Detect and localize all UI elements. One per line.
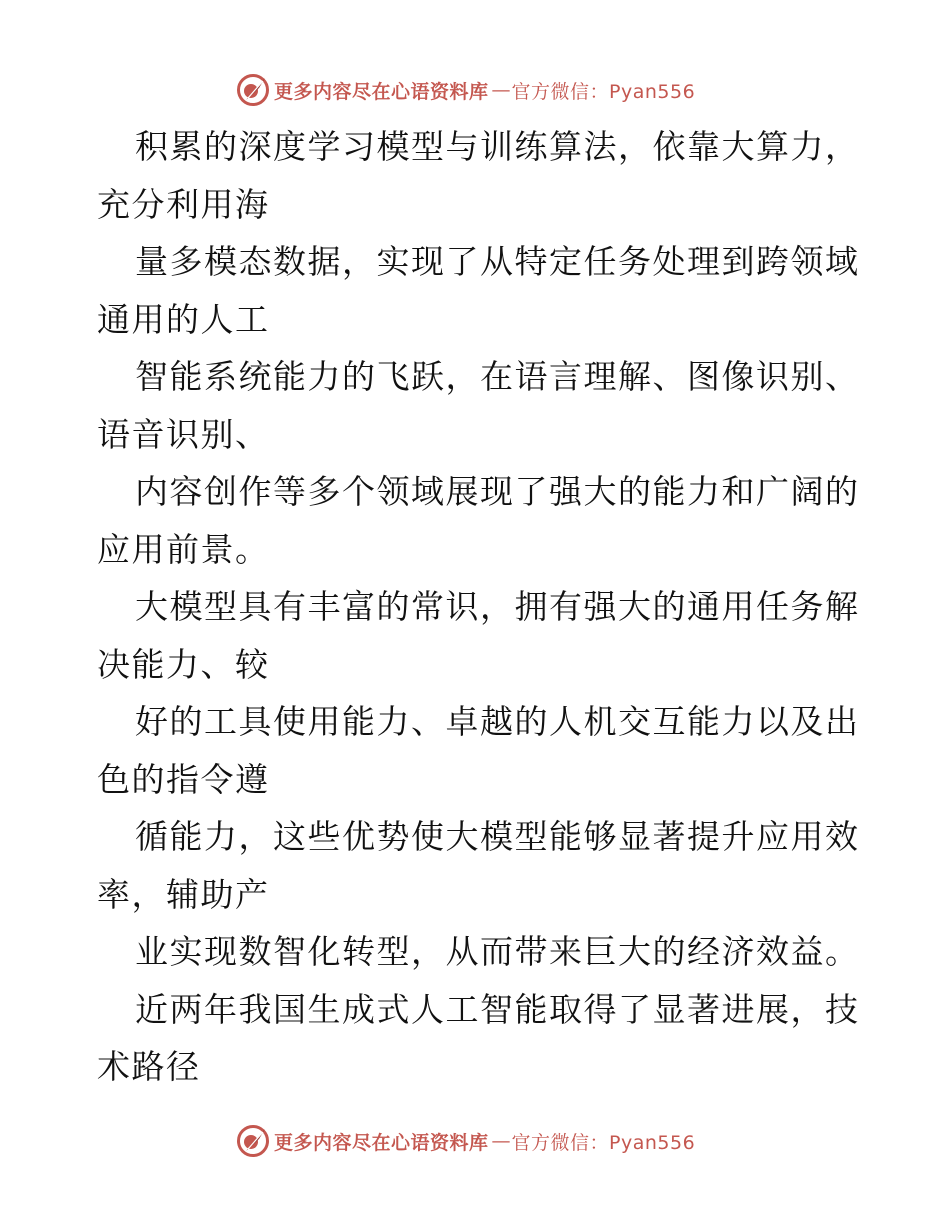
- body-line: 色的指令遵: [97, 759, 270, 799]
- body-line: 量多模态数据，实现了从特定任务处理到跨领域: [135, 242, 860, 281]
- body-line: 积累的深度学习模型与训练算法，依靠大算力，: [135, 127, 860, 166]
- body-line: 业实现数智化转型，从而带来巨大的经济效益。: [135, 932, 860, 971]
- footer-wechat-text: 官方微信：Pyan556: [511, 1131, 696, 1154]
- banner-site-text: 更多内容尽在心语资料库: [274, 80, 489, 103]
- header-banner: [236, 73, 695, 107]
- body-line: 通用的人工: [97, 299, 270, 339]
- banner-separator: —: [491, 79, 509, 101]
- body-line: 近两年我国生成式人工智能取得了显著进展，技: [135, 989, 860, 1029]
- quill-logo-icon: [236, 1124, 270, 1158]
- body-line: 决能力、较: [97, 644, 270, 684]
- body-line: 内容创作等多个领域展现了强大的能力和广阔的: [135, 472, 860, 511]
- body-line: 术路径: [97, 1047, 201, 1086]
- body-line: 应用前景。: [97, 529, 270, 569]
- banner-wechat-text: 官方微信：Pyan556: [511, 80, 696, 103]
- body-line: 充分利用海: [97, 184, 270, 224]
- body-line: 语音识别、: [97, 414, 270, 454]
- body-line: 好的工具使用能力、卓越的人机交互能力以及出: [135, 702, 860, 741]
- footer-separator: —: [491, 1130, 509, 1152]
- footer-site-text: 更多内容尽在心语资料库: [274, 1131, 489, 1154]
- quill-logo-icon: [236, 73, 270, 107]
- footer-banner: [236, 1124, 695, 1158]
- body-line: 循能力，这些优势使大模型能够显著提升应用效: [135, 817, 860, 856]
- body-line: 智能系统能力的飞跃，在语言理解、图像识别、: [135, 357, 860, 396]
- body-line: 率，辅助产: [97, 874, 270, 914]
- body-line: 大模型具有丰富的常识，拥有强大的通用任务解: [135, 587, 860, 626]
- document-body: [97, 118, 867, 1096]
